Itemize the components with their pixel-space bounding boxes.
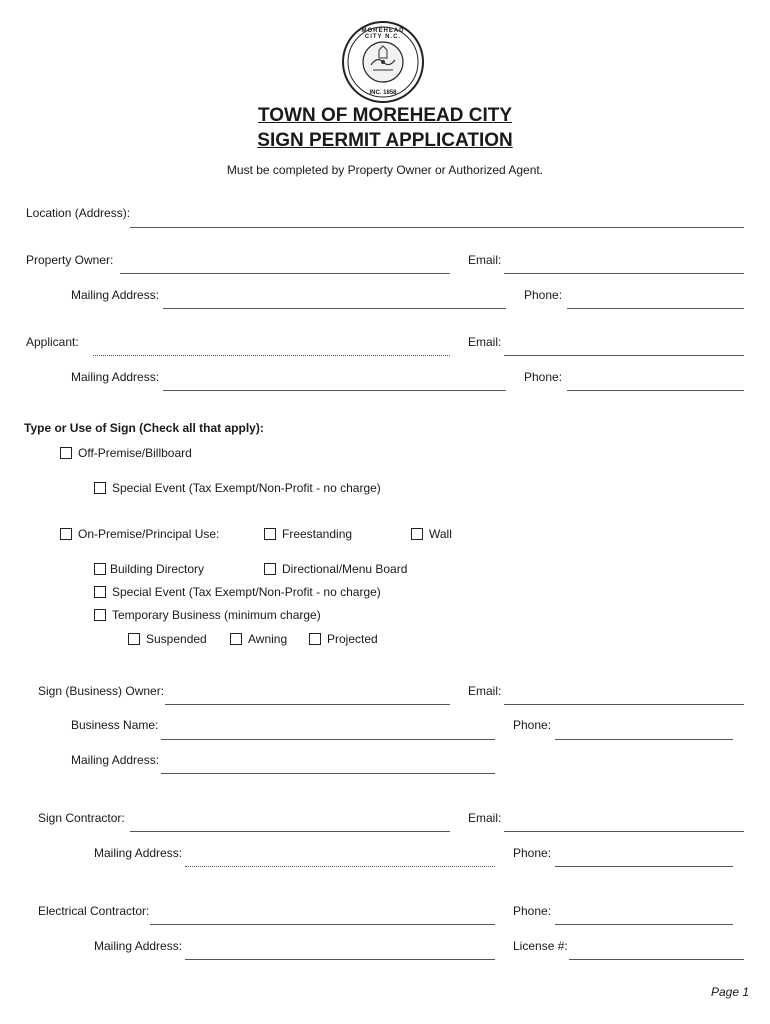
sign-contractor-email-label: Email:	[468, 811, 502, 825]
sign-contractor-mailing-field[interactable]	[185, 866, 495, 867]
directional-menu-label: Directional/Menu Board	[282, 562, 408, 576]
applicant-email-field[interactable]	[504, 355, 744, 356]
temporary-business-label: Temporary Business (minimum charge)	[112, 608, 321, 622]
property-owner-email-field[interactable]	[504, 273, 744, 274]
property-owner-phone-label: Phone:	[524, 288, 563, 302]
property-owner-label: Property Owner:	[26, 253, 114, 267]
electrical-contractor-phone-field[interactable]	[555, 924, 733, 925]
electrical-contractor-phone-label: Phone:	[513, 904, 552, 918]
building-directory-checkbox[interactable]	[94, 563, 106, 575]
awning-checkbox[interactable]	[230, 633, 242, 645]
building-directory-label: Building Directory	[110, 562, 205, 576]
electrical-contractor-mailing-label: Mailing Address:	[94, 939, 183, 953]
seal-text-bottom: INC. 1858	[369, 90, 397, 96]
on-premise-label: On-Premise/Principal Use:	[78, 527, 220, 541]
sign-contractor-field[interactable]	[130, 831, 450, 832]
sign-type-heading: Type or Use of Sign (Check all that apply):	[24, 421, 264, 435]
page-title: TOWN OF MOREHEAD CITY	[257, 105, 513, 126]
property-owner-phone-field[interactable]	[567, 308, 744, 309]
projected-checkbox[interactable]	[309, 633, 321, 645]
suspended-checkbox[interactable]	[128, 633, 140, 645]
special-event-checkbox-1[interactable]	[94, 482, 106, 494]
applicant-mailing-field[interactable]	[163, 390, 506, 391]
sign-owner-email-label: Email:	[468, 684, 502, 698]
special-event-checkbox-2[interactable]	[94, 586, 106, 598]
off-premise-checkbox[interactable]	[60, 447, 72, 459]
on-premise-checkbox[interactable]	[60, 528, 72, 540]
property-owner-mailing-label: Mailing Address:	[71, 288, 160, 302]
off-premise-label: Off-Premise/Billboard	[78, 446, 192, 460]
applicant-mailing-label: Mailing Address:	[71, 370, 160, 384]
freestanding-checkbox[interactable]	[264, 528, 276, 540]
sign-owner-email-field[interactable]	[504, 704, 744, 705]
property-owner-mailing-field[interactable]	[163, 308, 506, 309]
directional-menu-checkbox[interactable]	[264, 563, 276, 575]
applicant-label: Applicant:	[26, 335, 79, 349]
sign-owner-label: Sign (Business) Owner:	[38, 684, 165, 698]
seal-text-top: MOREHEAD CITY N.C.	[361, 28, 405, 40]
license-field[interactable]	[569, 959, 744, 960]
sign-contractor-phone-field[interactable]	[555, 866, 733, 867]
page-number: Page 1	[711, 985, 750, 999]
suspended-label: Suspended	[146, 632, 207, 646]
freestanding-label: Freestanding	[282, 527, 353, 541]
applicant-field[interactable]	[93, 355, 450, 356]
temporary-business-checkbox[interactable]	[94, 609, 106, 621]
location-field[interactable]	[130, 227, 744, 228]
sign-owner-mailing-field[interactable]	[161, 773, 495, 774]
business-name-field[interactable]	[161, 739, 495, 740]
license-label: License #:	[513, 939, 568, 953]
property-owner-field[interactable]	[120, 273, 450, 274]
page-subtitle-title: SIGN PERMIT APPLICATION	[257, 130, 513, 151]
sign-contractor-email-field[interactable]	[504, 831, 744, 832]
special-event-label-2: Special Event (Tax Exempt/Non-Profit - no charge)	[112, 585, 381, 599]
electrical-contractor-field[interactable]	[150, 924, 495, 925]
sign-contractor-label: Sign Contractor:	[38, 811, 125, 825]
awning-label: Awning	[248, 632, 288, 646]
location-label: Location (Address):	[26, 206, 131, 220]
special-event-label-1: Special Event (Tax Exempt/Non-Profit - no charge)	[112, 481, 381, 495]
instructions-text: Must be completed by Property Owner or Authorized Agent.	[226, 163, 544, 177]
projected-label: Projected	[327, 632, 378, 646]
applicant-phone-label: Phone:	[524, 370, 563, 384]
electrical-contractor-label: Electrical Contractor:	[38, 904, 150, 918]
town-seal	[341, 20, 425, 104]
business-name-label: Business Name:	[71, 718, 159, 732]
wall-label: Wall	[429, 527, 452, 541]
applicant-phone-field[interactable]	[567, 390, 744, 391]
wall-checkbox[interactable]	[411, 528, 423, 540]
sign-owner-phone-field[interactable]	[555, 739, 733, 740]
sign-owner-field[interactable]	[165, 704, 450, 705]
sign-contractor-phone-label: Phone:	[513, 846, 552, 860]
sign-contractor-mailing-label: Mailing Address:	[94, 846, 183, 860]
sign-owner-mailing-label: Mailing Address:	[71, 753, 160, 767]
sign-owner-phone-label: Phone:	[513, 718, 552, 732]
property-owner-email-label: Email:	[468, 253, 502, 267]
applicant-email-label: Email:	[468, 335, 502, 349]
electrical-contractor-mailing-field[interactable]	[185, 959, 495, 960]
